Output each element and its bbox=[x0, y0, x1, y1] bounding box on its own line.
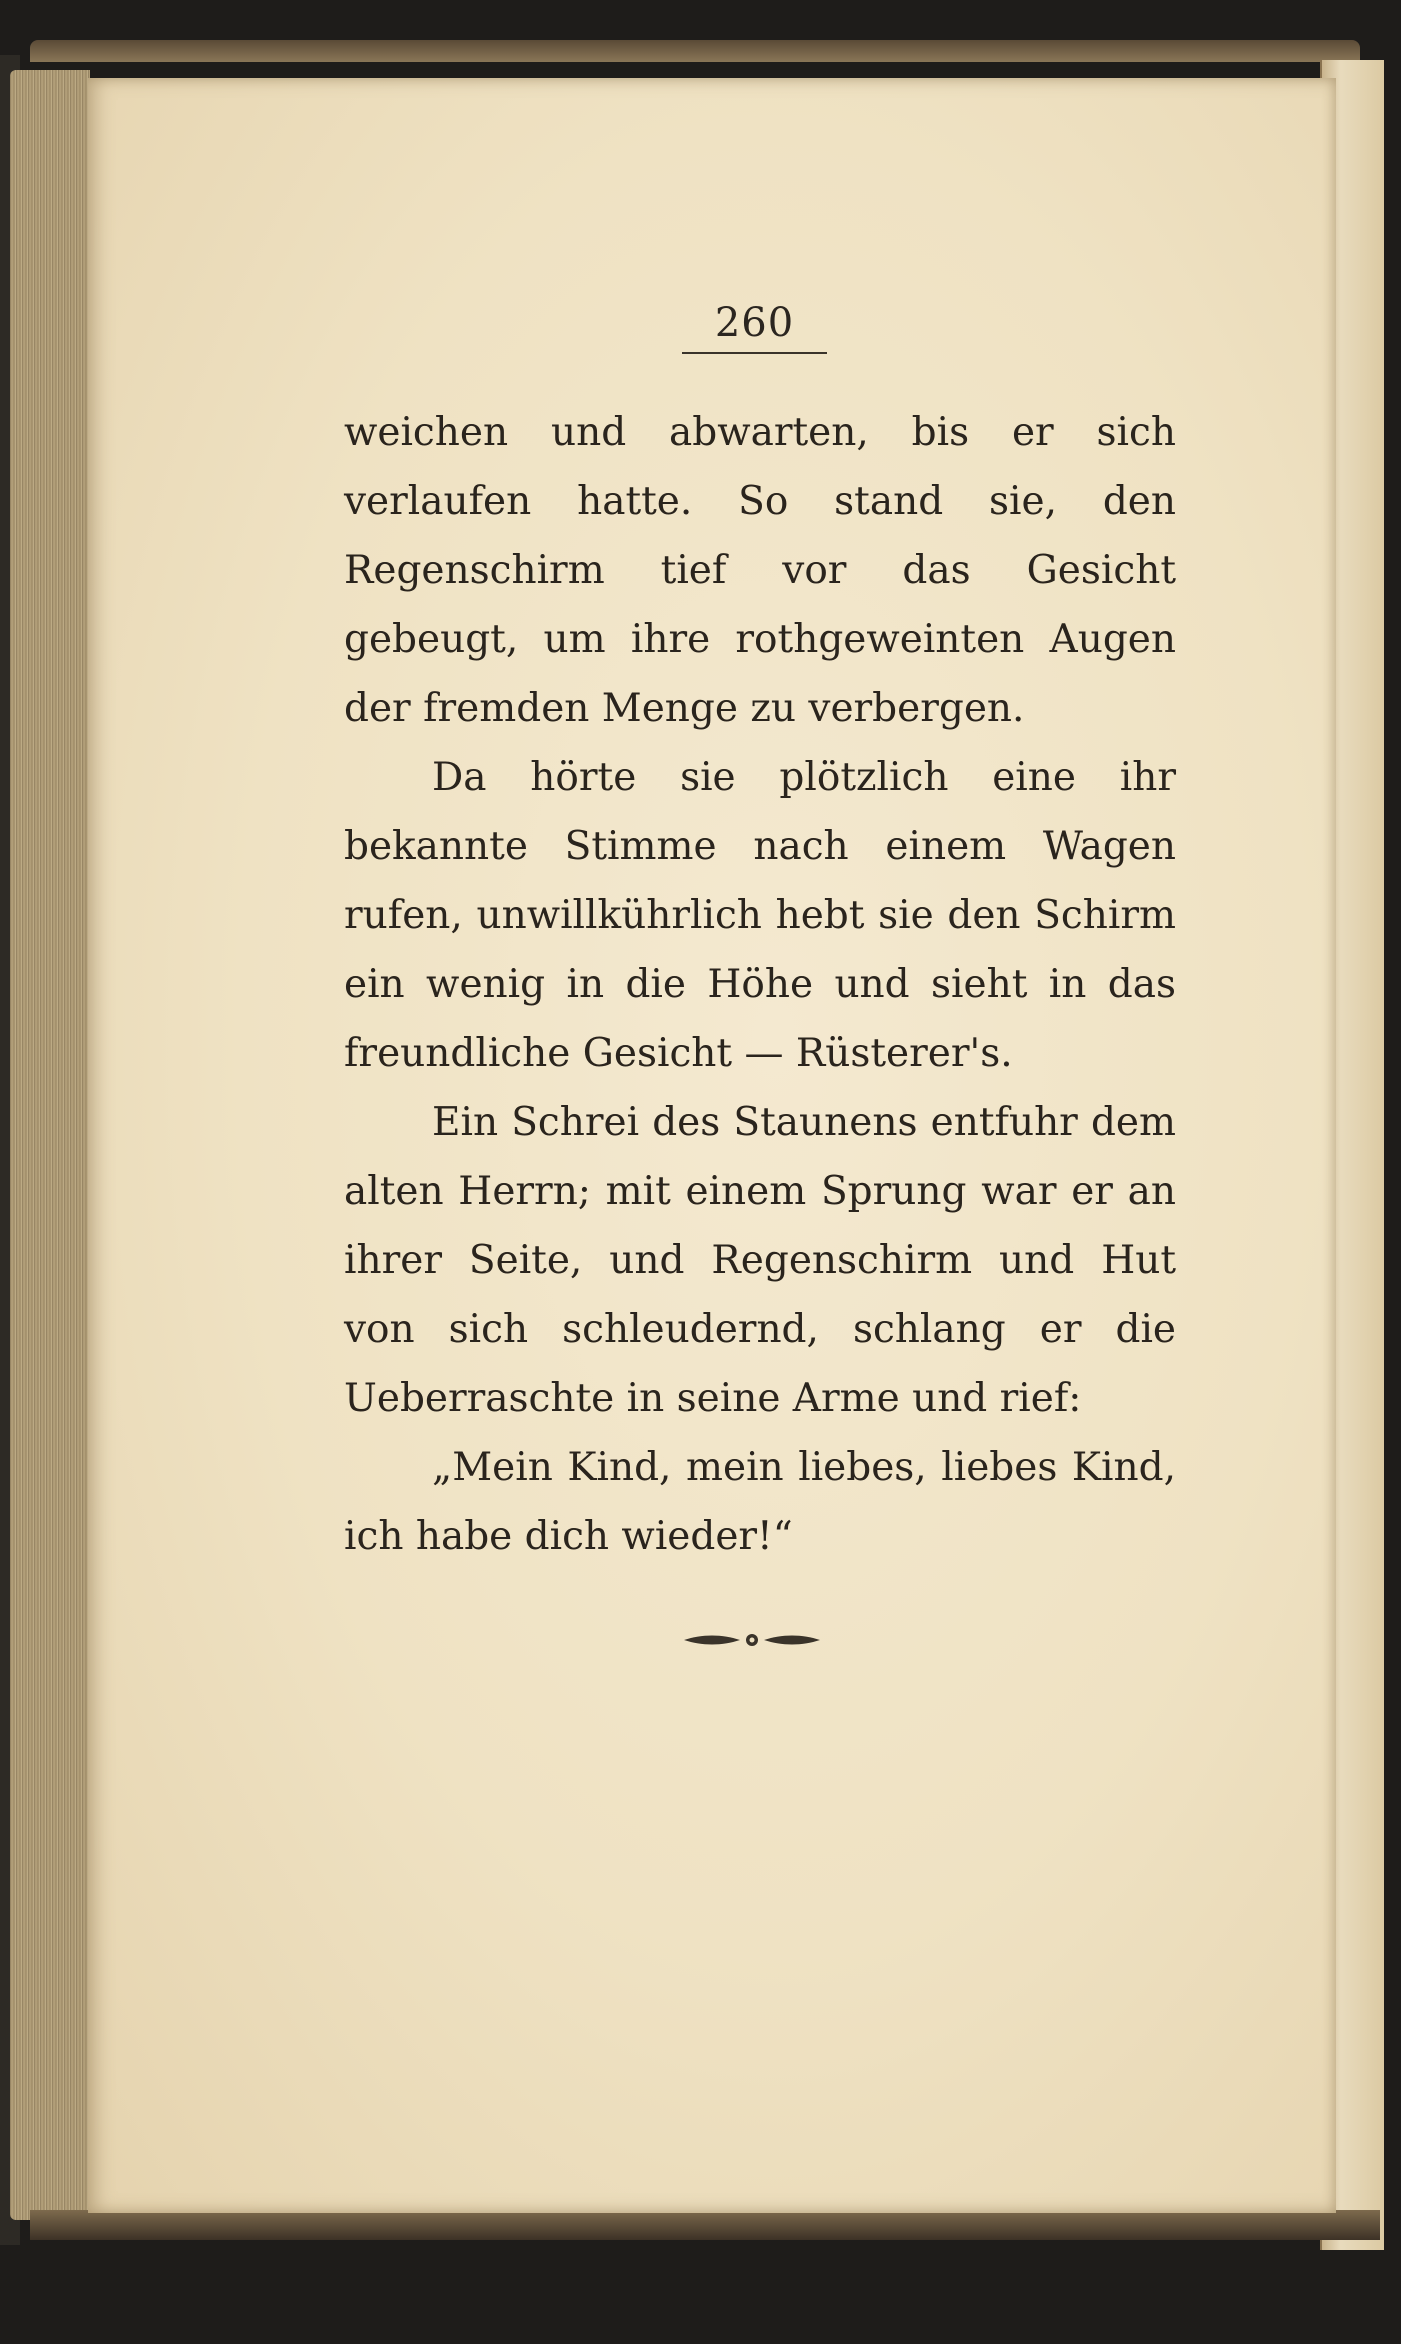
page-number-rule bbox=[682, 352, 827, 354]
page-stack-edge bbox=[10, 70, 90, 2220]
page-number: 260 bbox=[714, 300, 795, 346]
end-of-chapter-flourish-icon bbox=[682, 1628, 822, 1652]
paragraph: Da hörte sie plötzlich eine ihr bekannte Stimme nach einem Wagen rufen, unwillkührlich hebt sie den Schirm ein wenig in die Höhe und sieht in das freundliche Gesicht — Rüsterer's. bbox=[344, 755, 1176, 1076]
book-top-edge bbox=[30, 40, 1360, 62]
book-bottom-edge bbox=[30, 2210, 1380, 2240]
body-text bbox=[344, 398, 1176, 1571]
paragraph: „Mein Kind, mein liebes, liebes Kind, ich habe dich wieder!“ bbox=[344, 1445, 1176, 1559]
paragraph: weichen und abwarten, bis er sich verlaufen hatte. So stand sie, den Regenschirm tief vor das Gesicht gebeugt, um ihre rothgeweinten Augen der fremden Menge zu verbergen. bbox=[344, 410, 1176, 731]
paragraph: Ein Schrei des Staunens entfuhr dem alten Herrn; mit einem Sprung war er an ihrer Seite, und Regenschirm und Hut von sich schleudernd, schlang er die Ueberraschte in seine Arme und rief: bbox=[344, 1100, 1176, 1421]
